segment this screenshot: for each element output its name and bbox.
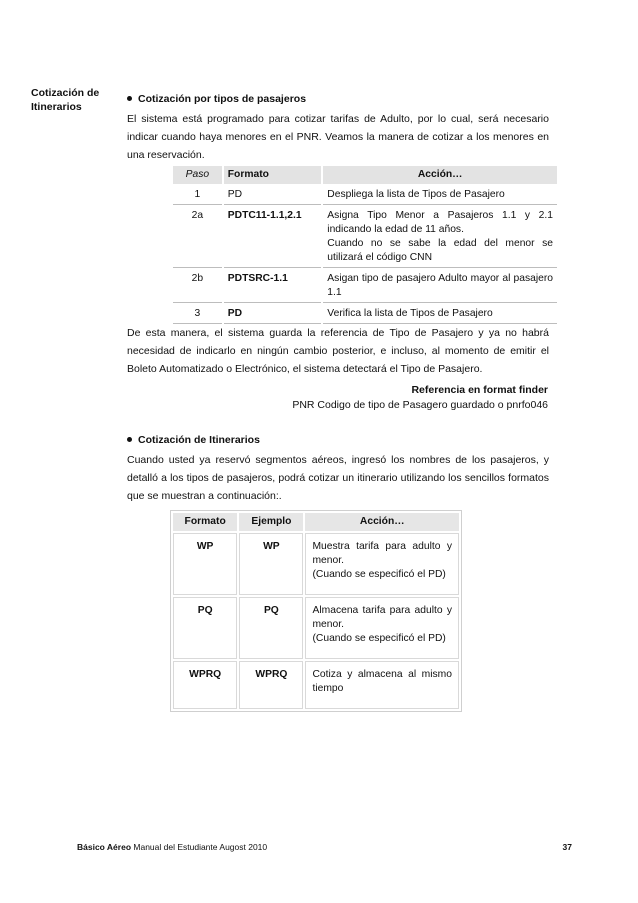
side-heading-line-1: Cotización de	[31, 87, 100, 99]
accion-line: (Cuando se especificó el PD)	[312, 633, 446, 644]
cell-paso: 2b	[173, 270, 222, 303]
cell-paso: 2a	[173, 207, 222, 268]
reference-text: PNR Codigo de tipo de Pasagero guardado o pnrfo046	[292, 399, 548, 411]
cell-ejemplo: WP	[239, 533, 303, 595]
cell-paso: 3	[173, 305, 222, 324]
accion-line: Muestra tarifa para adulto y menor.	[312, 541, 452, 566]
footer-brand: Básico Aéreo	[77, 842, 132, 852]
header-formato: Formato	[224, 166, 322, 184]
header-paso: Paso	[173, 166, 222, 184]
table-row	[173, 270, 557, 303]
accion-line: Asigna Tipo Menor a Pasajeros 1.1 y 2.1 indicando la edad de 11 años.	[327, 210, 553, 235]
cell-accion: Asigan tipo de pasajero Adulto mayor al pasajero 1.1	[323, 270, 557, 303]
header-accion: Acción…	[323, 166, 557, 184]
table-row	[173, 533, 459, 595]
cell-formato: WPRQ	[173, 661, 237, 709]
section-title-text: Cotización por tipos de pasajeros	[138, 93, 307, 105]
table-header-row	[173, 166, 557, 184]
explanation-paragraph: De esta manera, el sistema guarda la referencia de Tipo de Pasajero y ya no habrá necesidad de indicarlo en ningún cambio posterior, e incluso, al momento de emitir el Boleto Automatizado o Electrónico, el sistema detectará el Tipo de Pasajero.	[127, 327, 549, 375]
cell-accion: Despliega la lista de Tipos de Pasajero	[323, 186, 557, 205]
pricing-formats-table	[170, 510, 462, 712]
table-row	[173, 305, 557, 324]
table-row	[173, 186, 557, 205]
table-row	[173, 661, 459, 709]
bullet-icon	[127, 96, 132, 101]
page-number: 37	[562, 842, 572, 852]
table-row	[173, 597, 459, 659]
header-accion: Acción…	[305, 513, 459, 531]
accion-line: Cuando no se sabe la edad del menor se utilizará el código CNN	[327, 238, 553, 263]
reference-label: Referencia en format finder	[411, 384, 548, 396]
bullet-icon	[127, 437, 132, 442]
footer-text: Manual del Estudiante Augost 2010	[133, 842, 268, 852]
section-title-itineraries	[127, 434, 260, 446]
cell-accion	[305, 597, 459, 659]
cell-ejemplo: WPRQ	[239, 661, 303, 709]
cell-accion	[305, 533, 459, 595]
cell-accion: Verifica la lista de Tipos de Pasajero	[323, 305, 557, 324]
cell-accion: Cotiza y almacena al mismo tiempo	[305, 661, 459, 709]
table-header-row	[173, 513, 459, 531]
cell-formato: WP	[173, 533, 237, 595]
accion-line: Almacena tarifa para adulto y menor.	[312, 605, 452, 630]
side-heading	[31, 86, 99, 114]
itinerary-paragraph: Cuando usted ya reservó segmentos aéreos, ingresó los nombres de los pasajeros, y detalló a los tipos de pasajeros, podrá cotizar un itinerario utilizando los sencillos formatos que se muestran a continuación:.	[127, 454, 549, 502]
cell-formato: PD	[224, 186, 322, 205]
intro-paragraph: El sistema está programado para cotizar tarifas de Adulto, por lo cual, será necesario indicar cuando haya menores en el PNR. Veamos la manera de cotizar a los menores en una reservación.	[127, 113, 549, 161]
header-formato: Formato	[173, 513, 237, 531]
table-row	[173, 207, 557, 268]
passenger-type-table	[171, 164, 559, 326]
cell-formato: PDTC11-1.1,2.1	[224, 207, 322, 268]
cell-formato: PD	[224, 305, 322, 324]
page-footer	[77, 842, 572, 852]
accion-line: (Cuando se especificó el PD)	[312, 569, 446, 580]
cell-formato: PQ	[173, 597, 237, 659]
side-heading-line-2: Itinerarios	[31, 101, 82, 113]
cell-accion	[323, 207, 557, 268]
section-title-passenger-types	[127, 93, 306, 105]
header-ejemplo: Ejemplo	[239, 513, 303, 531]
section-title-text: Cotización de Itinerarios	[138, 434, 260, 446]
cell-formato: PDTSRC-1.1	[224, 270, 322, 303]
cell-paso: 1	[173, 186, 222, 205]
cell-ejemplo: PQ	[239, 597, 303, 659]
